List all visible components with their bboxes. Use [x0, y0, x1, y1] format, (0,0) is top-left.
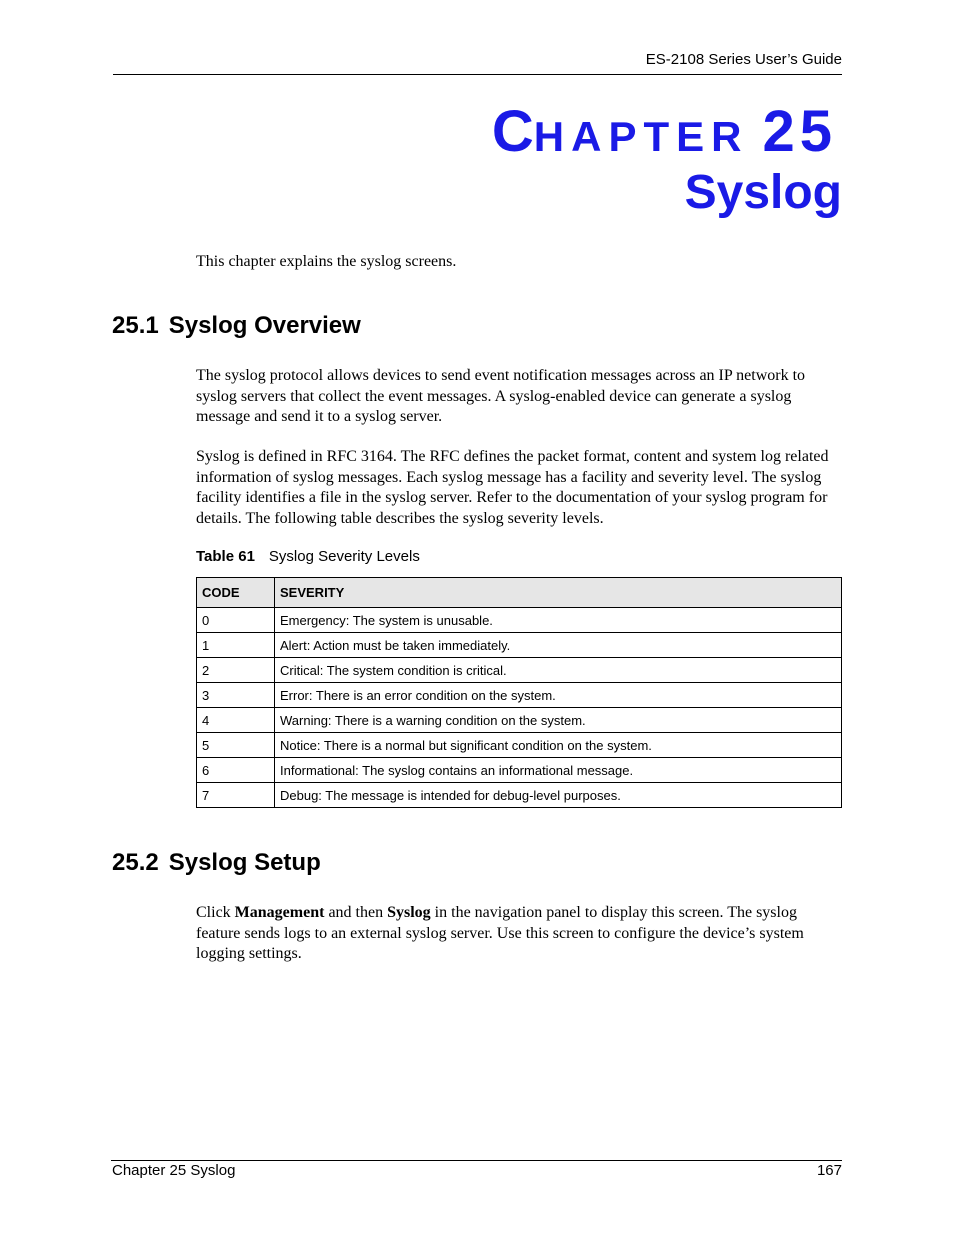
severity-cell: Warning: There is a warning condition on the system.: [275, 708, 842, 733]
table-row: [197, 683, 842, 708]
severity-cell: Notice: There is a normal but significant condition on the system.: [275, 733, 842, 758]
overview-paragraph-2: Syslog is defined in RFC 3164. The RFC defines the packet format, content and system log related information of syslog messages. Each syslog message has a facility and severity level. The syslog facility identifies a file in the syslog server. Refer to the documentation of your syslog program for details. The following table describes the syslog severity levels.: [196, 448, 829, 527]
code-cell: 1: [197, 633, 275, 658]
chapter-initial: C: [491, 99, 534, 164]
section-heading-setup: [112, 849, 321, 877]
section-heading-overview: [112, 312, 361, 340]
running-header: ES-2108 Series User’s Guide: [645, 51, 842, 68]
overview-paragraph-1: The syslog protocol allows devices to send event notification messages across an IP network to syslog servers that collect the event messages. A syslog-enabled device can generate a syslog message and send it to a syslog server.: [196, 367, 806, 425]
footer-rule: [111, 1160, 842, 1161]
page-number: 167: [816, 1162, 842, 1179]
intro-paragraph: This chapter explains the syslog screens.: [196, 253, 457, 270]
severity-cell: Emergency: The system is unusable.: [275, 608, 842, 633]
section-title: Syslog Overview: [168, 312, 361, 339]
header-rule: [113, 74, 842, 75]
section-number: 25.2: [112, 849, 159, 876]
chapter-number: 25: [762, 99, 837, 164]
code-cell: 3: [197, 683, 275, 708]
table-header-row: [197, 578, 842, 608]
menu-name-management: Management: [234, 904, 325, 921]
table-row: [197, 758, 842, 783]
table-row: [197, 733, 842, 758]
table-row: [197, 633, 842, 658]
severity-table: [196, 577, 842, 808]
table-caption-label: Table 61: [196, 548, 255, 565]
footer-chapter-label: Chapter 25 Syslog: [112, 1162, 236, 1179]
code-cell: 2: [197, 658, 275, 683]
severity-cell: Critical: The system condition is critical.: [275, 658, 842, 683]
column-header-severity: SEVERITY: [275, 578, 842, 608]
table-row: [197, 783, 842, 808]
table-caption: [196, 548, 420, 565]
chapter-number-heading: [492, 98, 837, 165]
code-cell: 0: [197, 608, 275, 633]
severity-cell: Informational: The syslog contains an informational message.: [275, 758, 842, 783]
table-row: [197, 708, 842, 733]
table-caption-text: Syslog Severity Levels: [268, 548, 420, 565]
setup-text-mid: and then: [324, 904, 388, 921]
severity-cell: Alert: Action must be taken immediately.: [275, 633, 842, 658]
severity-cell: Error: There is an error condition on the system.: [275, 683, 842, 708]
menu-name-syslog: Syslog: [387, 904, 431, 921]
severity-cell: Debug: The message is intended for debug-level purposes.: [275, 783, 842, 808]
code-cell: 4: [197, 708, 275, 733]
code-cell: 7: [197, 783, 275, 808]
table-row: [197, 658, 842, 683]
section-number: 25.1: [112, 312, 159, 339]
section-title: Syslog Setup: [168, 849, 321, 876]
setup-text-suffix: in the navigation panel to display this screen. The syslog feature sends logs to an external syslog server. Use this screen to configure the device’s system logging settings.: [196, 904, 804, 962]
column-header-code: CODE: [197, 578, 275, 608]
chapter-title: Syslog: [684, 166, 842, 219]
code-cell: 5: [197, 733, 275, 758]
setup-text-prefix: Click: [196, 904, 235, 921]
chapter-word: HAPTER: [533, 113, 749, 160]
setup-paragraph: [196, 903, 842, 965]
code-cell: 6: [197, 758, 275, 783]
table-row: [197, 608, 842, 633]
